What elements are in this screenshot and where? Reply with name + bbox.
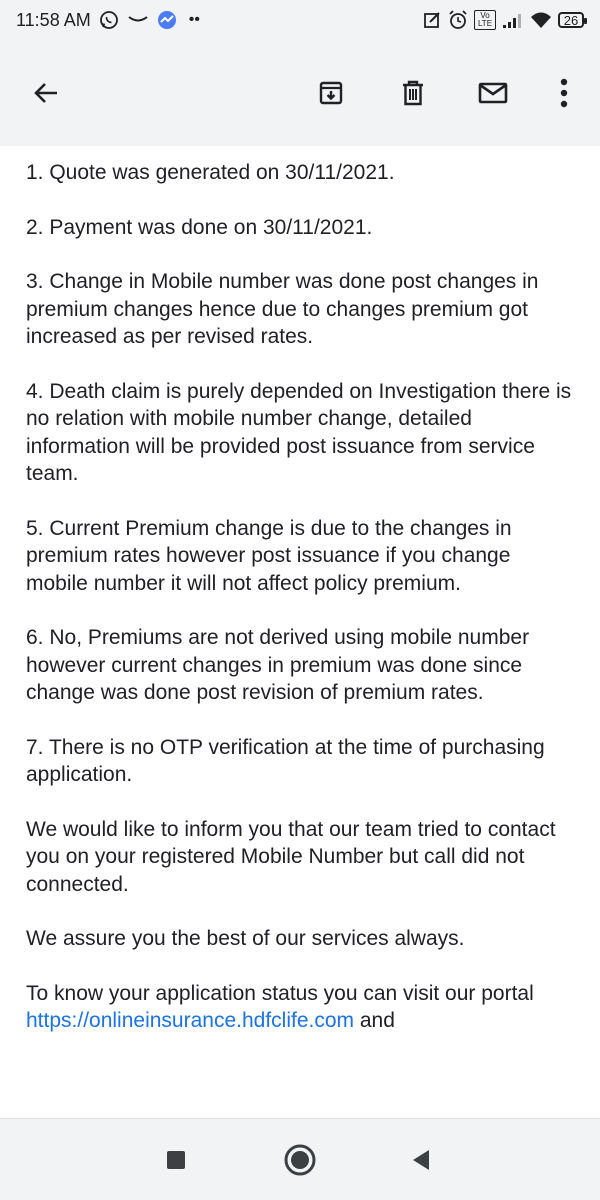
- battery-icon: 26: [558, 12, 584, 28]
- archive-icon: [317, 79, 345, 107]
- portal-link[interactable]: https://onlineinsurance.hdfclife.com: [26, 1009, 355, 1032]
- email-paragraph-2: 2. Payment was done on 30/11/2021.: [26, 215, 373, 239]
- email-paragraph-6: 6. No, Premiums are not derived using mobile number however current changes in premium was done since change was done post revision of premium rates.: [26, 626, 530, 704]
- more-vert-icon: [559, 78, 569, 108]
- signal-strength-icon: [502, 11, 524, 29]
- alarm-icon: [448, 10, 468, 30]
- mark-unread-mail-icon: [477, 79, 509, 107]
- messenger-app-icon: [157, 10, 177, 30]
- amazon-smile-icon: [127, 13, 149, 27]
- portal-text: To know your application status you can visit our portal: [26, 981, 534, 1005]
- recents-square-icon: [165, 1149, 187, 1171]
- email-toolbar: [0, 40, 600, 146]
- delete-icon: [399, 79, 427, 107]
- status-left: [16, 10, 200, 31]
- recents-button[interactable]: [154, 1138, 198, 1182]
- back-button[interactable]: [22, 69, 70, 117]
- email-paragraph-1: 1. Quote was generated on 30/11/2021.: [26, 161, 395, 184]
- email-paragraph-8: We would like to inform you that our team tried to contact you on your registered Mobile Number but call did not connected.: [26, 817, 556, 896]
- email-paragraph-7: 7. There is no OTP verification at the time of purchasing application.: [26, 735, 545, 786]
- home-button[interactable]: [278, 1138, 322, 1182]
- archive-button[interactable]: [307, 69, 355, 117]
- status-bar: [0, 0, 600, 40]
- email-body: [26, 146, 574, 1032]
- whatsapp-icon: [99, 10, 119, 30]
- email-paragraph-3: 3. Change in Mobile number was done post changes in premium changes hence due to changes premium got increased as per revised rates.: [26, 270, 539, 348]
- home-circle-icon: [283, 1143, 317, 1177]
- system-navigation-bar: [0, 1118, 600, 1200]
- edit-off-icon: [422, 10, 442, 30]
- more-notifications-dots: ••: [188, 11, 200, 28]
- back-arrow-icon: [32, 79, 60, 107]
- status-right: [422, 10, 584, 30]
- nav-back-button[interactable]: [399, 1138, 443, 1182]
- delete-button[interactable]: [389, 69, 437, 117]
- email-paragraph-9: We assure you the best of our services always.: [26, 927, 465, 950]
- email-paragraph-5: 5. Current Premium change is due to the changes in premium rates however post issuance if you change mobile number it will not affect policy premium.: [26, 516, 512, 595]
- wifi-icon: [530, 11, 552, 29]
- email-paragraph-10: [26, 980, 574, 1035]
- volte-icon: Vo LTE: [474, 10, 496, 30]
- portal-text-after: and: [359, 1009, 395, 1032]
- more-options-button[interactable]: [540, 69, 588, 117]
- email-paragraph-4: 4. Death claim is purely depended on Investigation there is no relation with mobile number change, detailed information will be provided post issuance from service team.: [26, 379, 572, 485]
- back-triangle-icon: [409, 1147, 433, 1173]
- status-time: 11:58 AM: [16, 9, 91, 30]
- mark-unread-button[interactable]: [469, 69, 517, 117]
